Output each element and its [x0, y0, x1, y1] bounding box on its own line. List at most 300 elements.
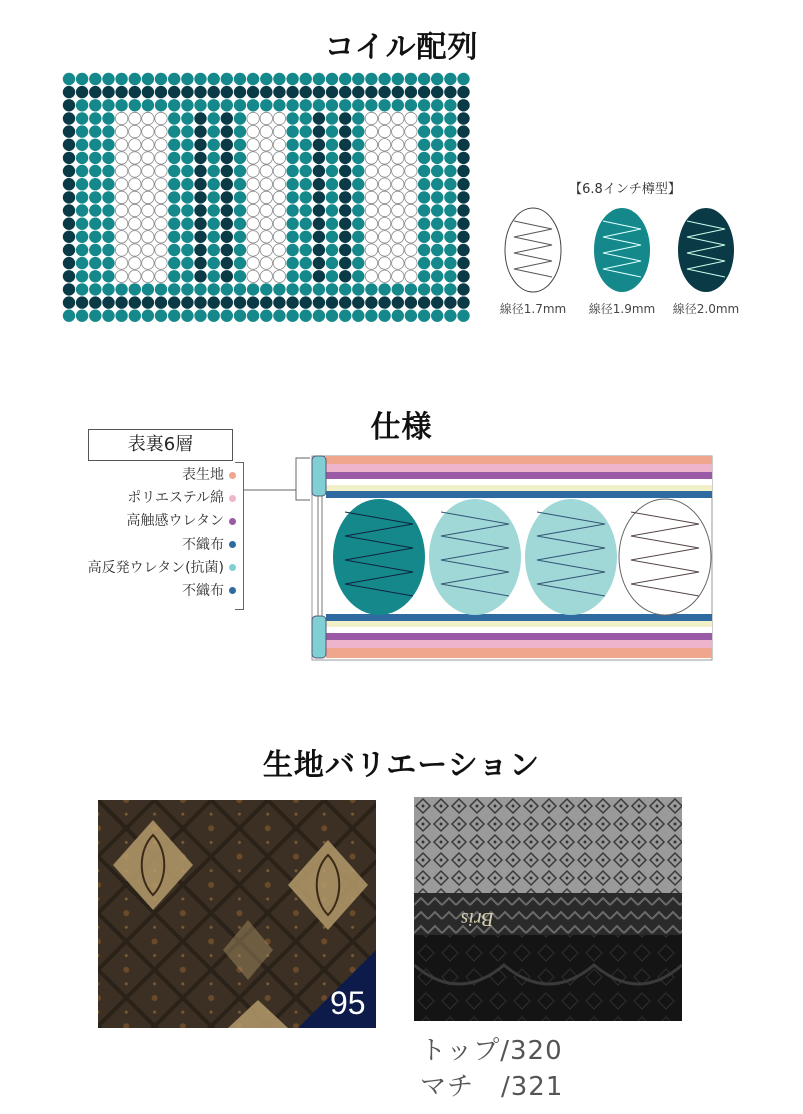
coil-dot — [221, 86, 233, 98]
coil-dot — [286, 204, 298, 216]
coil-dot — [89, 218, 101, 230]
coil-dot — [339, 99, 351, 111]
coil-dot — [273, 125, 285, 137]
coil-dot — [181, 139, 193, 151]
coil-dot — [313, 86, 325, 98]
coil-dot — [326, 244, 338, 256]
coil-dot — [208, 86, 220, 98]
coil-dot — [326, 139, 338, 151]
coil-dot — [63, 283, 75, 295]
coil-dot — [418, 191, 430, 203]
coil-dot — [365, 283, 377, 295]
coil-dot — [181, 99, 193, 111]
coil-legend-shapes — [500, 205, 750, 295]
coil-dot — [247, 283, 259, 295]
coil-dot — [76, 99, 88, 111]
coil-dot — [457, 191, 469, 203]
coil-dot — [457, 244, 469, 256]
coil-dot — [457, 270, 469, 282]
coil-dot — [115, 73, 127, 85]
coil-dot — [457, 257, 469, 269]
coil-dot — [273, 73, 285, 85]
coil-dot — [63, 125, 75, 137]
coil-dot — [102, 231, 114, 243]
coil-dot — [194, 73, 206, 85]
coil-dot — [194, 270, 206, 282]
coil-dot — [378, 99, 390, 111]
coil-dot — [300, 283, 312, 295]
coil-dot — [181, 112, 193, 124]
fabric-embroidery: Bris — [460, 908, 494, 930]
layer-item: 表生地 — [30, 464, 236, 487]
coil-dot — [457, 296, 469, 308]
coil-dot — [102, 178, 114, 190]
coil-dot — [168, 257, 180, 269]
coil-dot — [339, 86, 351, 98]
coil-dot — [405, 257, 417, 269]
coil-dot — [234, 139, 246, 151]
coil-dot — [142, 310, 154, 322]
coil-dot — [115, 218, 127, 230]
coil-dot — [392, 270, 404, 282]
coil-dot — [273, 178, 285, 190]
coil-dot — [155, 191, 167, 203]
coil-dot — [444, 73, 456, 85]
coil-dot — [63, 296, 75, 308]
coil-dot — [378, 244, 390, 256]
coil-dot — [313, 204, 325, 216]
coil-dot — [431, 152, 443, 164]
coil-section-1 — [333, 499, 425, 615]
coil-dot — [457, 152, 469, 164]
coil-dot — [273, 204, 285, 216]
coil-dot — [431, 204, 443, 216]
coil-dot — [286, 139, 298, 151]
coil-dot — [339, 296, 351, 308]
coil-dot — [300, 73, 312, 85]
coil-dot — [444, 231, 456, 243]
coil-dot — [286, 73, 298, 85]
coil-dot — [63, 152, 75, 164]
coil-dot — [352, 204, 364, 216]
coil-dot — [392, 257, 404, 269]
coil-dot — [286, 310, 298, 322]
coil-dot — [168, 218, 180, 230]
coil-dot — [63, 139, 75, 151]
coil-dot — [260, 112, 272, 124]
coil-dot — [181, 178, 193, 190]
coil-dot — [431, 231, 443, 243]
coil-dot — [89, 283, 101, 295]
coil-dot — [155, 125, 167, 137]
coil-dot — [89, 86, 101, 98]
coil-dot — [142, 283, 154, 295]
coil-dot — [76, 218, 88, 230]
coil-dot — [221, 283, 233, 295]
coil-dot — [444, 296, 456, 308]
coil-dot — [392, 125, 404, 137]
coil-dot — [181, 165, 193, 177]
coil-dot — [129, 99, 141, 111]
coil-dot — [365, 270, 377, 282]
coil-dot — [431, 257, 443, 269]
coil-dot — [76, 86, 88, 98]
coil-dot — [286, 244, 298, 256]
coil-dot — [378, 257, 390, 269]
coil-dot — [405, 296, 417, 308]
coil-dot — [365, 244, 377, 256]
coil-dot — [247, 310, 259, 322]
coil-dot — [405, 231, 417, 243]
coil-dot — [142, 86, 154, 98]
coil-dot — [155, 218, 167, 230]
coil-dot — [300, 257, 312, 269]
coil-dot — [194, 86, 206, 98]
coil-dot — [378, 296, 390, 308]
coil-dot — [129, 283, 141, 295]
coil-dot — [247, 139, 259, 151]
coil-dot — [260, 270, 272, 282]
coil-dot — [405, 310, 417, 322]
coil-dot — [115, 112, 127, 124]
coil-dot — [392, 283, 404, 295]
coil-dot — [63, 204, 75, 216]
layer-item: 高触感ウレタン — [30, 510, 236, 533]
coil-dot — [457, 165, 469, 177]
coil-dot — [273, 152, 285, 164]
coil-dot — [194, 112, 206, 124]
coil-dot — [234, 125, 246, 137]
coil-dot — [155, 73, 167, 85]
coil-dot — [300, 178, 312, 190]
coil-dot — [260, 204, 272, 216]
coil-dot — [129, 73, 141, 85]
coil-dot — [260, 86, 272, 98]
coil-dot — [431, 139, 443, 151]
coil-dot — [405, 152, 417, 164]
coil-dot — [115, 257, 127, 269]
coil-dot — [405, 86, 417, 98]
spec-section-title: 仕様 — [370, 410, 433, 445]
coil-dot — [365, 152, 377, 164]
coil-dot — [142, 152, 154, 164]
coil-dot — [418, 231, 430, 243]
coil-dot — [89, 257, 101, 269]
coil-dot — [339, 139, 351, 151]
coil-dot — [168, 86, 180, 98]
coil-dot — [431, 73, 443, 85]
coil-dot — [286, 283, 298, 295]
coil-dot — [89, 231, 101, 243]
coil-dot — [339, 244, 351, 256]
coil-dot — [129, 296, 141, 308]
coil-dot — [365, 296, 377, 308]
coil-dot — [365, 257, 377, 269]
coil-dot — [326, 152, 338, 164]
coil-dot — [260, 310, 272, 322]
coil-dot — [76, 296, 88, 308]
coil-dot — [181, 244, 193, 256]
coil-dot — [405, 139, 417, 151]
coil-dot — [129, 244, 141, 256]
coil-label-1: 線径1.7mm — [499, 302, 567, 316]
coil-dot — [89, 244, 101, 256]
coil-dot — [339, 270, 351, 282]
coil-dot — [260, 296, 272, 308]
coil-dot — [444, 244, 456, 256]
coil-legend-title: 【6.8インチ樽型】 — [569, 182, 681, 197]
coil-dot — [115, 204, 127, 216]
coil-dot — [378, 73, 390, 85]
coil-dot — [102, 270, 114, 282]
coil-dot — [208, 257, 220, 269]
coil-dot — [142, 231, 154, 243]
coil-dot — [260, 165, 272, 177]
coil-dot — [418, 139, 430, 151]
coil-dot — [155, 152, 167, 164]
coil-dot — [352, 73, 364, 85]
coil-dot — [418, 152, 430, 164]
coil-dot — [286, 178, 298, 190]
coil-section-2 — [429, 499, 521, 615]
coil-dot — [392, 86, 404, 98]
coil-dot — [378, 204, 390, 216]
coil-dot — [313, 73, 325, 85]
coil-dot — [378, 165, 390, 177]
coil-dot — [194, 257, 206, 269]
coil-dot — [457, 283, 469, 295]
coil-dot — [168, 139, 180, 151]
coil-dot — [221, 112, 233, 124]
coil-dot — [418, 257, 430, 269]
coil-dot — [431, 283, 443, 295]
coil-dot — [181, 310, 193, 322]
coil-dot — [76, 73, 88, 85]
coil-dot — [89, 296, 101, 308]
coil-dot — [418, 99, 430, 111]
coil-dot — [247, 152, 259, 164]
coil-dot — [115, 178, 127, 190]
coil-dot — [234, 73, 246, 85]
coil-dot — [273, 191, 285, 203]
coil-dot — [181, 283, 193, 295]
coil-dot — [352, 178, 364, 190]
coil-dot — [313, 296, 325, 308]
layer-list — [30, 464, 236, 603]
coil-dot — [76, 125, 88, 137]
coil-dot — [378, 191, 390, 203]
coil-dot — [76, 139, 88, 151]
coil-dot — [326, 296, 338, 308]
coil-dot — [208, 125, 220, 137]
coil-dot — [444, 112, 456, 124]
coil-dot — [300, 231, 312, 243]
coil-dot — [418, 270, 430, 282]
coil-dot — [142, 244, 154, 256]
coil-dot — [76, 257, 88, 269]
coil-dot — [194, 99, 206, 111]
coil-dot — [155, 112, 167, 124]
coil-dot — [102, 244, 114, 256]
coil-dot — [444, 270, 456, 282]
coil-dot — [76, 191, 88, 203]
coil-dot — [392, 204, 404, 216]
coil-dot — [378, 139, 390, 151]
coil-dot — [352, 310, 364, 322]
coil-dot — [208, 310, 220, 322]
coil-dot — [365, 125, 377, 137]
coil-dot — [63, 218, 75, 230]
coil-dot — [418, 218, 430, 230]
coil-dot — [405, 73, 417, 85]
coil-dot — [221, 204, 233, 216]
coil-dot — [115, 296, 127, 308]
coil-dot — [457, 231, 469, 243]
coil-dot — [313, 244, 325, 256]
coil-dot — [457, 86, 469, 98]
coil-dot — [168, 296, 180, 308]
coil-dot — [168, 231, 180, 243]
coil-dot — [352, 86, 364, 98]
coil-dot — [129, 165, 141, 177]
coil-dot — [208, 283, 220, 295]
coil-dot — [155, 139, 167, 151]
coil-dot — [208, 244, 220, 256]
coil-dot — [300, 152, 312, 164]
coil-dot — [313, 270, 325, 282]
coil-dot — [326, 270, 338, 282]
coil-dot — [352, 112, 364, 124]
coil-dot — [457, 310, 469, 322]
coil-dot — [392, 296, 404, 308]
coil-dot — [286, 99, 298, 111]
coil-section-title: コイル配列 — [324, 30, 479, 65]
coil-dot — [234, 296, 246, 308]
coil-dot — [365, 86, 377, 98]
coil-dot — [76, 244, 88, 256]
coil-dot — [89, 204, 101, 216]
coil-dot — [129, 218, 141, 230]
coil-dot — [208, 204, 220, 216]
coil-dot — [102, 283, 114, 295]
coil-dot — [142, 139, 154, 151]
coil-dot — [76, 310, 88, 322]
coil-dot — [208, 99, 220, 111]
coil-dot — [260, 191, 272, 203]
coil-dot — [155, 99, 167, 111]
coil-dot — [300, 218, 312, 230]
coil-dot — [418, 204, 430, 216]
coil-dot — [168, 191, 180, 203]
coil-dot — [339, 165, 351, 177]
coil-dot — [260, 73, 272, 85]
coil-dot — [378, 218, 390, 230]
coil-dot — [142, 296, 154, 308]
coil-dot — [352, 270, 364, 282]
coil-dot — [431, 99, 443, 111]
coil-dot — [129, 125, 141, 137]
coil-dot — [234, 310, 246, 322]
coil-dot — [168, 112, 180, 124]
coil-dot — [405, 204, 417, 216]
mattress-cross-section — [240, 450, 720, 665]
coil-dot — [115, 191, 127, 203]
coil-dot — [129, 112, 141, 124]
coil-dot — [273, 99, 285, 111]
coil-dot — [234, 112, 246, 124]
coil-dot — [168, 125, 180, 137]
coil-dot — [194, 165, 206, 177]
coil-dot — [181, 270, 193, 282]
coil-dot — [457, 125, 469, 137]
coil-dot — [444, 283, 456, 295]
coil-dot — [260, 125, 272, 137]
coil-dot — [221, 218, 233, 230]
coil-dot — [155, 296, 167, 308]
coil-dot — [431, 178, 443, 190]
coil-dot — [142, 165, 154, 177]
coil-dot — [168, 270, 180, 282]
coil-dot — [431, 125, 443, 137]
coil-dot — [444, 152, 456, 164]
coil-dot — [273, 165, 285, 177]
coil-dot — [326, 165, 338, 177]
coil-dot — [102, 191, 114, 203]
coil-dot — [89, 139, 101, 151]
coil-dot — [313, 218, 325, 230]
coil-dot — [365, 191, 377, 203]
coil-dot — [273, 139, 285, 151]
coil-dot — [326, 191, 338, 203]
coil-dot — [273, 296, 285, 308]
coil-dot — [102, 257, 114, 269]
coil-dot — [313, 152, 325, 164]
coil-dot — [392, 310, 404, 322]
layer-item: ポリエステル綿 — [30, 487, 236, 510]
coil-dot — [444, 125, 456, 137]
coil-dot — [234, 218, 246, 230]
coil-dot — [444, 191, 456, 203]
coil-dot — [352, 165, 364, 177]
coil-dot — [339, 310, 351, 322]
coil-dot — [155, 270, 167, 282]
coil-dot — [234, 257, 246, 269]
coil-dot — [457, 218, 469, 230]
coil-dot — [405, 191, 417, 203]
coil-dot — [234, 152, 246, 164]
coil-dot — [392, 191, 404, 203]
coil-dot — [129, 310, 141, 322]
coil-dot — [63, 73, 75, 85]
coil-dot — [194, 218, 206, 230]
coil-dot — [63, 165, 75, 177]
coil-dot — [431, 296, 443, 308]
coil-dot — [313, 283, 325, 295]
coil-dot — [115, 270, 127, 282]
coil-dot — [181, 231, 193, 243]
coil-dot — [352, 296, 364, 308]
coil-dot — [260, 99, 272, 111]
coil-dot — [365, 310, 377, 322]
coil-dot — [115, 125, 127, 137]
coil-dot — [142, 112, 154, 124]
coil-dot — [221, 125, 233, 137]
coil-dot — [457, 112, 469, 124]
coil-dot — [326, 99, 338, 111]
coil-dot — [63, 178, 75, 190]
coil-dot — [155, 244, 167, 256]
coil-dot — [221, 73, 233, 85]
